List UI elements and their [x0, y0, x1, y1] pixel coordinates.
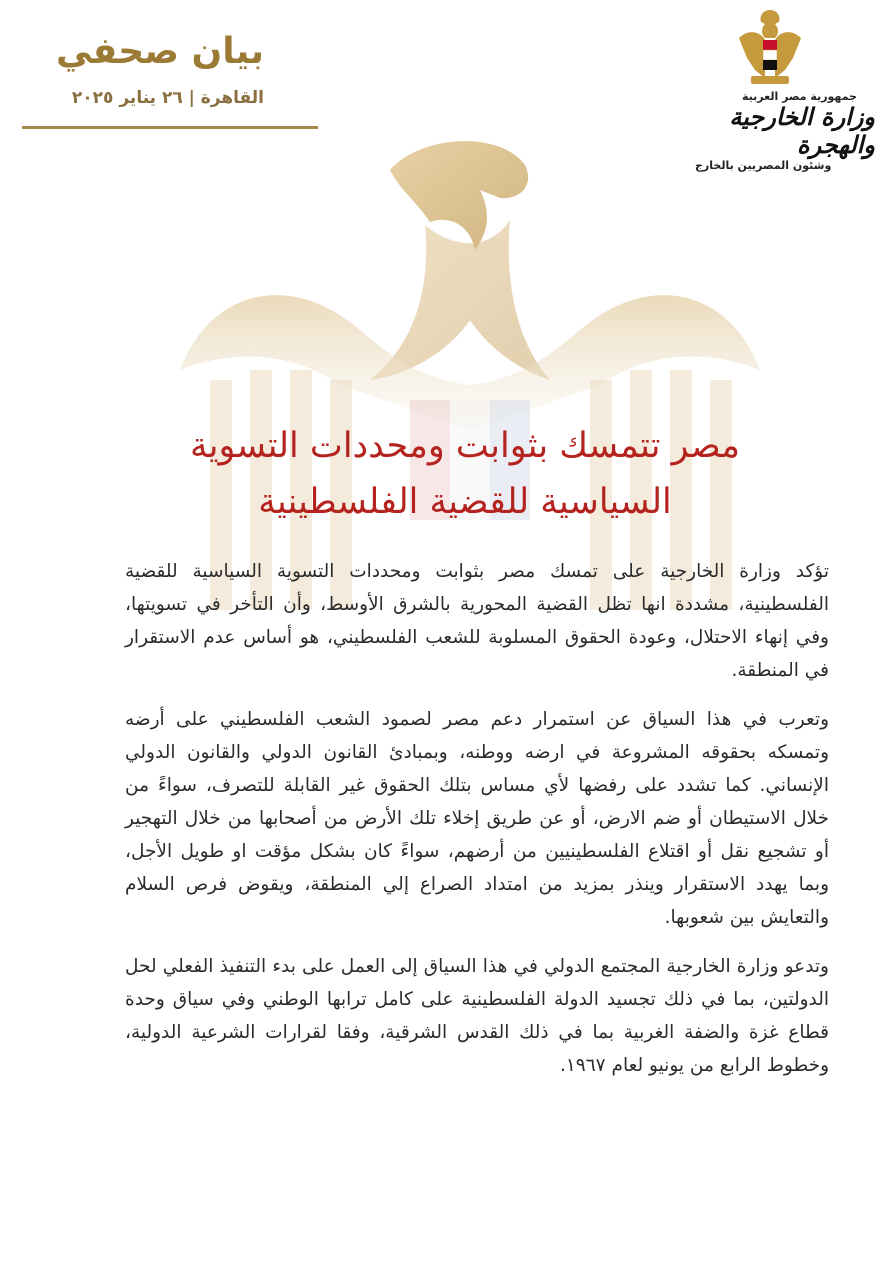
egypt-eagle-seal-icon	[735, 8, 805, 88]
press-release-title: بيان صحفي	[55, 31, 264, 72]
headline-line-1: مصر تتمسك بثوابت ومحددات التسوية	[189, 426, 741, 466]
paragraph-2: وتعرب في هذا السياق عن استمرار دعم مصر لصمود الشعب الفلسطيني على أرضه وتمسكه بحقوقه المشروعة في ارضه ووطنه، وبمبادئ القانون الدولي والقانون الدولي الإنساني. كما تشدد على رفضها لأي مساس بتلك الحقوق غير القابلة للتصرف، سواءً من خلال الاستيطان أو ضم الارض، أو عن طريق إخلاء تلك الأرض من أصحابها من خلال التهجير أو تشجيع نقل أو اقتلاع الفلسطينيين من أرضهم، سواءً كان بشكل مؤقت او طويل الأجل، وبما يهدد الاستقرار وينذر بمزيد من امتداد الصراع إلي المنطقة، ويقوض فرص السلام والتعايش بين شعوبها.	[125, 709, 829, 928]
paragraph-3: وتدعو وزارة الخارجية المجتمع الدولي في هذا السياق إلى العمل على بدء التنفيذ الفعلي لحل الدولتين، بما في ذلك تجسيد الدولة الفلسطينية على كامل ترابها الوطني وفي سياق وحدة قطاع غزة والضفة الغربية بما في ذلك القدس الشرقية، وفقا لقرارات الشرعية الدولية، وخطوط الرابع من يونيو لعام ١٩٦٧.	[125, 956, 829, 1076]
header-divider	[22, 126, 318, 129]
ministry-logo	[665, 8, 875, 172]
republic-label: جمهورية مصر العربية	[742, 90, 857, 103]
headline-line-2: السياسية للقضية الفلسطينية	[258, 482, 672, 522]
press-release-date: القاهرة | ٢٦ يناير ٢٠٢٥	[71, 88, 264, 108]
press-release-header	[22, 30, 318, 129]
ministry-name: وزارة الخارجية والهجرة	[729, 102, 875, 159]
headline	[160, 418, 770, 530]
statement-body	[125, 555, 829, 1098]
paragraph-1: تؤكد وزارة الخارجية على تمسك مصر بثوابت ومحددات التسوية السياسية للقضية الفلسطينية، مشددة انها تظل القضية المحورية بالشرق الأوسط، وأن التأخر في تسويتها، وفي إنهاء الاحتلال، وعودة الحقوق المسلوبة للشعب الفلسطيني، هو أساس عدم الاستقرار في المنطقة.	[125, 561, 829, 681]
ministry-subtitle: وشئون المصريين بالخارج	[695, 159, 832, 172]
